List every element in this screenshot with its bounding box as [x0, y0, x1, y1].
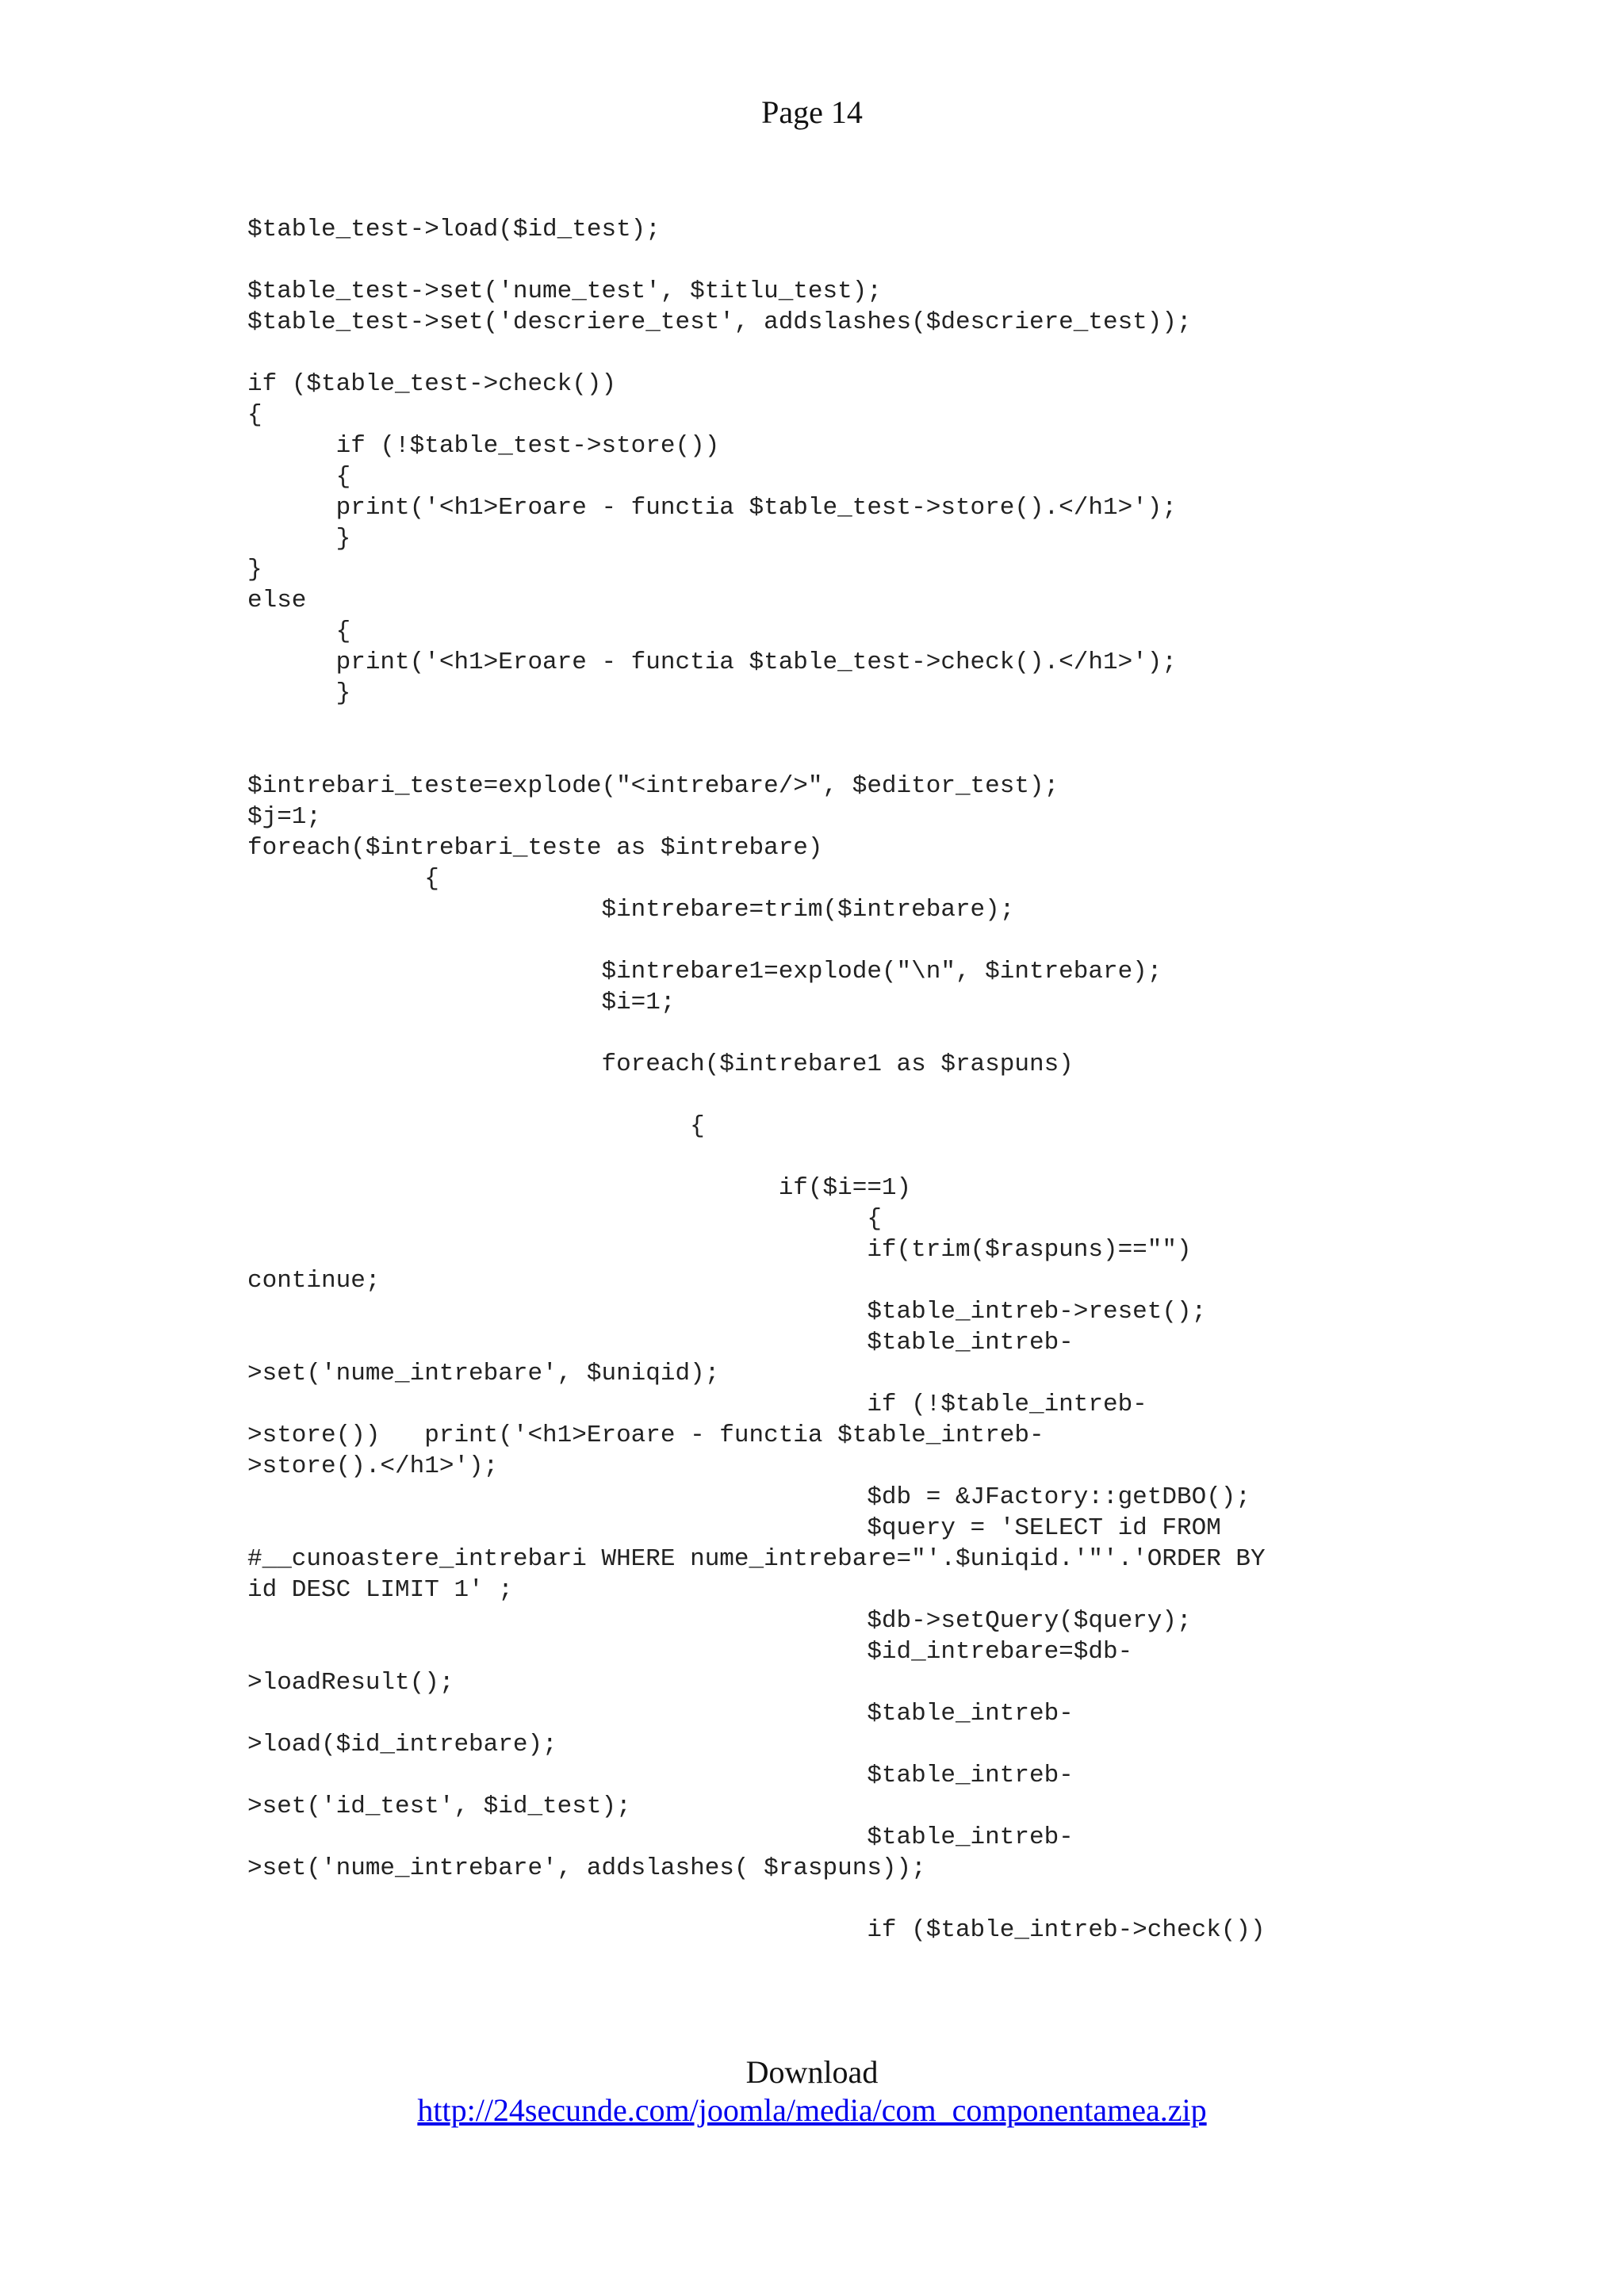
code-line: id DESC LIMIT 1' ; [247, 1576, 513, 1604]
code-line [247, 1080, 1266, 1111]
code-line: } [247, 525, 351, 553]
code-line [247, 1884, 1266, 1915]
page-number: Page 14 [761, 94, 863, 130]
code-line: >set('nume_intrebare', addslashes( $raspuns)); [247, 1854, 926, 1882]
code-line: if ($table_test->check()) [247, 370, 617, 398]
code-line: $intrebari_teste=explode("<intrebare/>", $editor_test); [247, 772, 1059, 800]
code-line: $i=1; [247, 989, 676, 1016]
code-line [247, 709, 1266, 740]
code-line: $intrebare=trim($intrebare); [247, 896, 1015, 924]
code-line: if($i==1) [247, 1174, 912, 1202]
code-line: $table_test->load($id_test); [247, 216, 661, 243]
code-line: $db = &JFactory::getDBO(); [247, 1483, 1251, 1511]
code-line: if(trim($raspuns)=="") [247, 1236, 1192, 1264]
code-line: { [247, 865, 439, 893]
code-line: print('<h1>Eroare - functia $table_test->check().</h1>'); [247, 649, 1177, 676]
code-listing [247, 214, 1266, 1946]
code-line: $query = 'SELECT id FROM [247, 1514, 1221, 1542]
code-line [247, 1142, 1266, 1173]
code-line [247, 1018, 1266, 1049]
code-line: $table_intreb- [247, 1700, 1074, 1728]
code-line: $intrebare1=explode("\n", $intrebare); [247, 958, 1162, 985]
code-line: $db->setQuery($query); [247, 1607, 1192, 1635]
code-line [247, 740, 1266, 771]
code-line: continue; [247, 1267, 381, 1295]
code-line: $table_intreb- [247, 1823, 1074, 1851]
code-line: { [247, 401, 262, 429]
code-line [247, 925, 1266, 956]
code-line: { [247, 463, 351, 491]
code-line: { [247, 1112, 705, 1140]
code-line: print('<h1>Eroare - functia $table_test->store().</h1>'); [247, 494, 1177, 522]
code-line: { [247, 1205, 882, 1233]
code-line: $id_intrebare=$db- [247, 1638, 1133, 1666]
code-line: if (!$table_test->store()) [247, 432, 720, 460]
code-line: } [247, 679, 351, 707]
code-line: if ($table_intreb->check()) [247, 1916, 1266, 1944]
code-line: >load($id_intrebare); [247, 1731, 557, 1758]
code-line: $table_test->set('nume_test', $titlu_test); [247, 277, 882, 305]
download-link[interactable]: http://24secunde.com/joomla/media/com_componentamea.zip [417, 2092, 1207, 2128]
code-line: #__cunoastere_intrebari WHERE nume_intrebare="'.$uniqid.'"'.'ORDER BY [247, 1545, 1266, 1573]
code-line: $table_intreb- [247, 1762, 1074, 1789]
code-line: >set('nume_intrebare', $uniqid); [247, 1360, 720, 1387]
code-line [247, 245, 1266, 276]
code-line: foreach($intrebari_teste as $intrebare) [247, 834, 823, 862]
code-line: else [247, 587, 307, 614]
code-line: $table_test->set('descriere_test', addslashes($descriere_test)); [247, 308, 1192, 336]
page-footer [0, 2053, 1624, 2130]
code-line: $table_intreb- [247, 1329, 1074, 1357]
code-line: { [247, 618, 351, 645]
code-line: $table_intreb->reset(); [247, 1298, 1207, 1326]
code-line: >set('id_test', $id_test); [247, 1793, 631, 1820]
code-line: foreach($intrebare1 as $raspuns) [247, 1050, 1074, 1078]
download-label: Download [745, 2054, 879, 2090]
code-line: >store().</h1>'); [247, 1452, 499, 1480]
code-line: if (!$table_intreb- [247, 1391, 1147, 1418]
code-line: $j=1; [247, 803, 322, 831]
code-line: >loadResult(); [247, 1669, 454, 1697]
code-line: >store()) print('<h1>Eroare - functia $table_intreb- [247, 1422, 1044, 1449]
code-line: } [247, 556, 262, 584]
code-line [247, 338, 1266, 369]
